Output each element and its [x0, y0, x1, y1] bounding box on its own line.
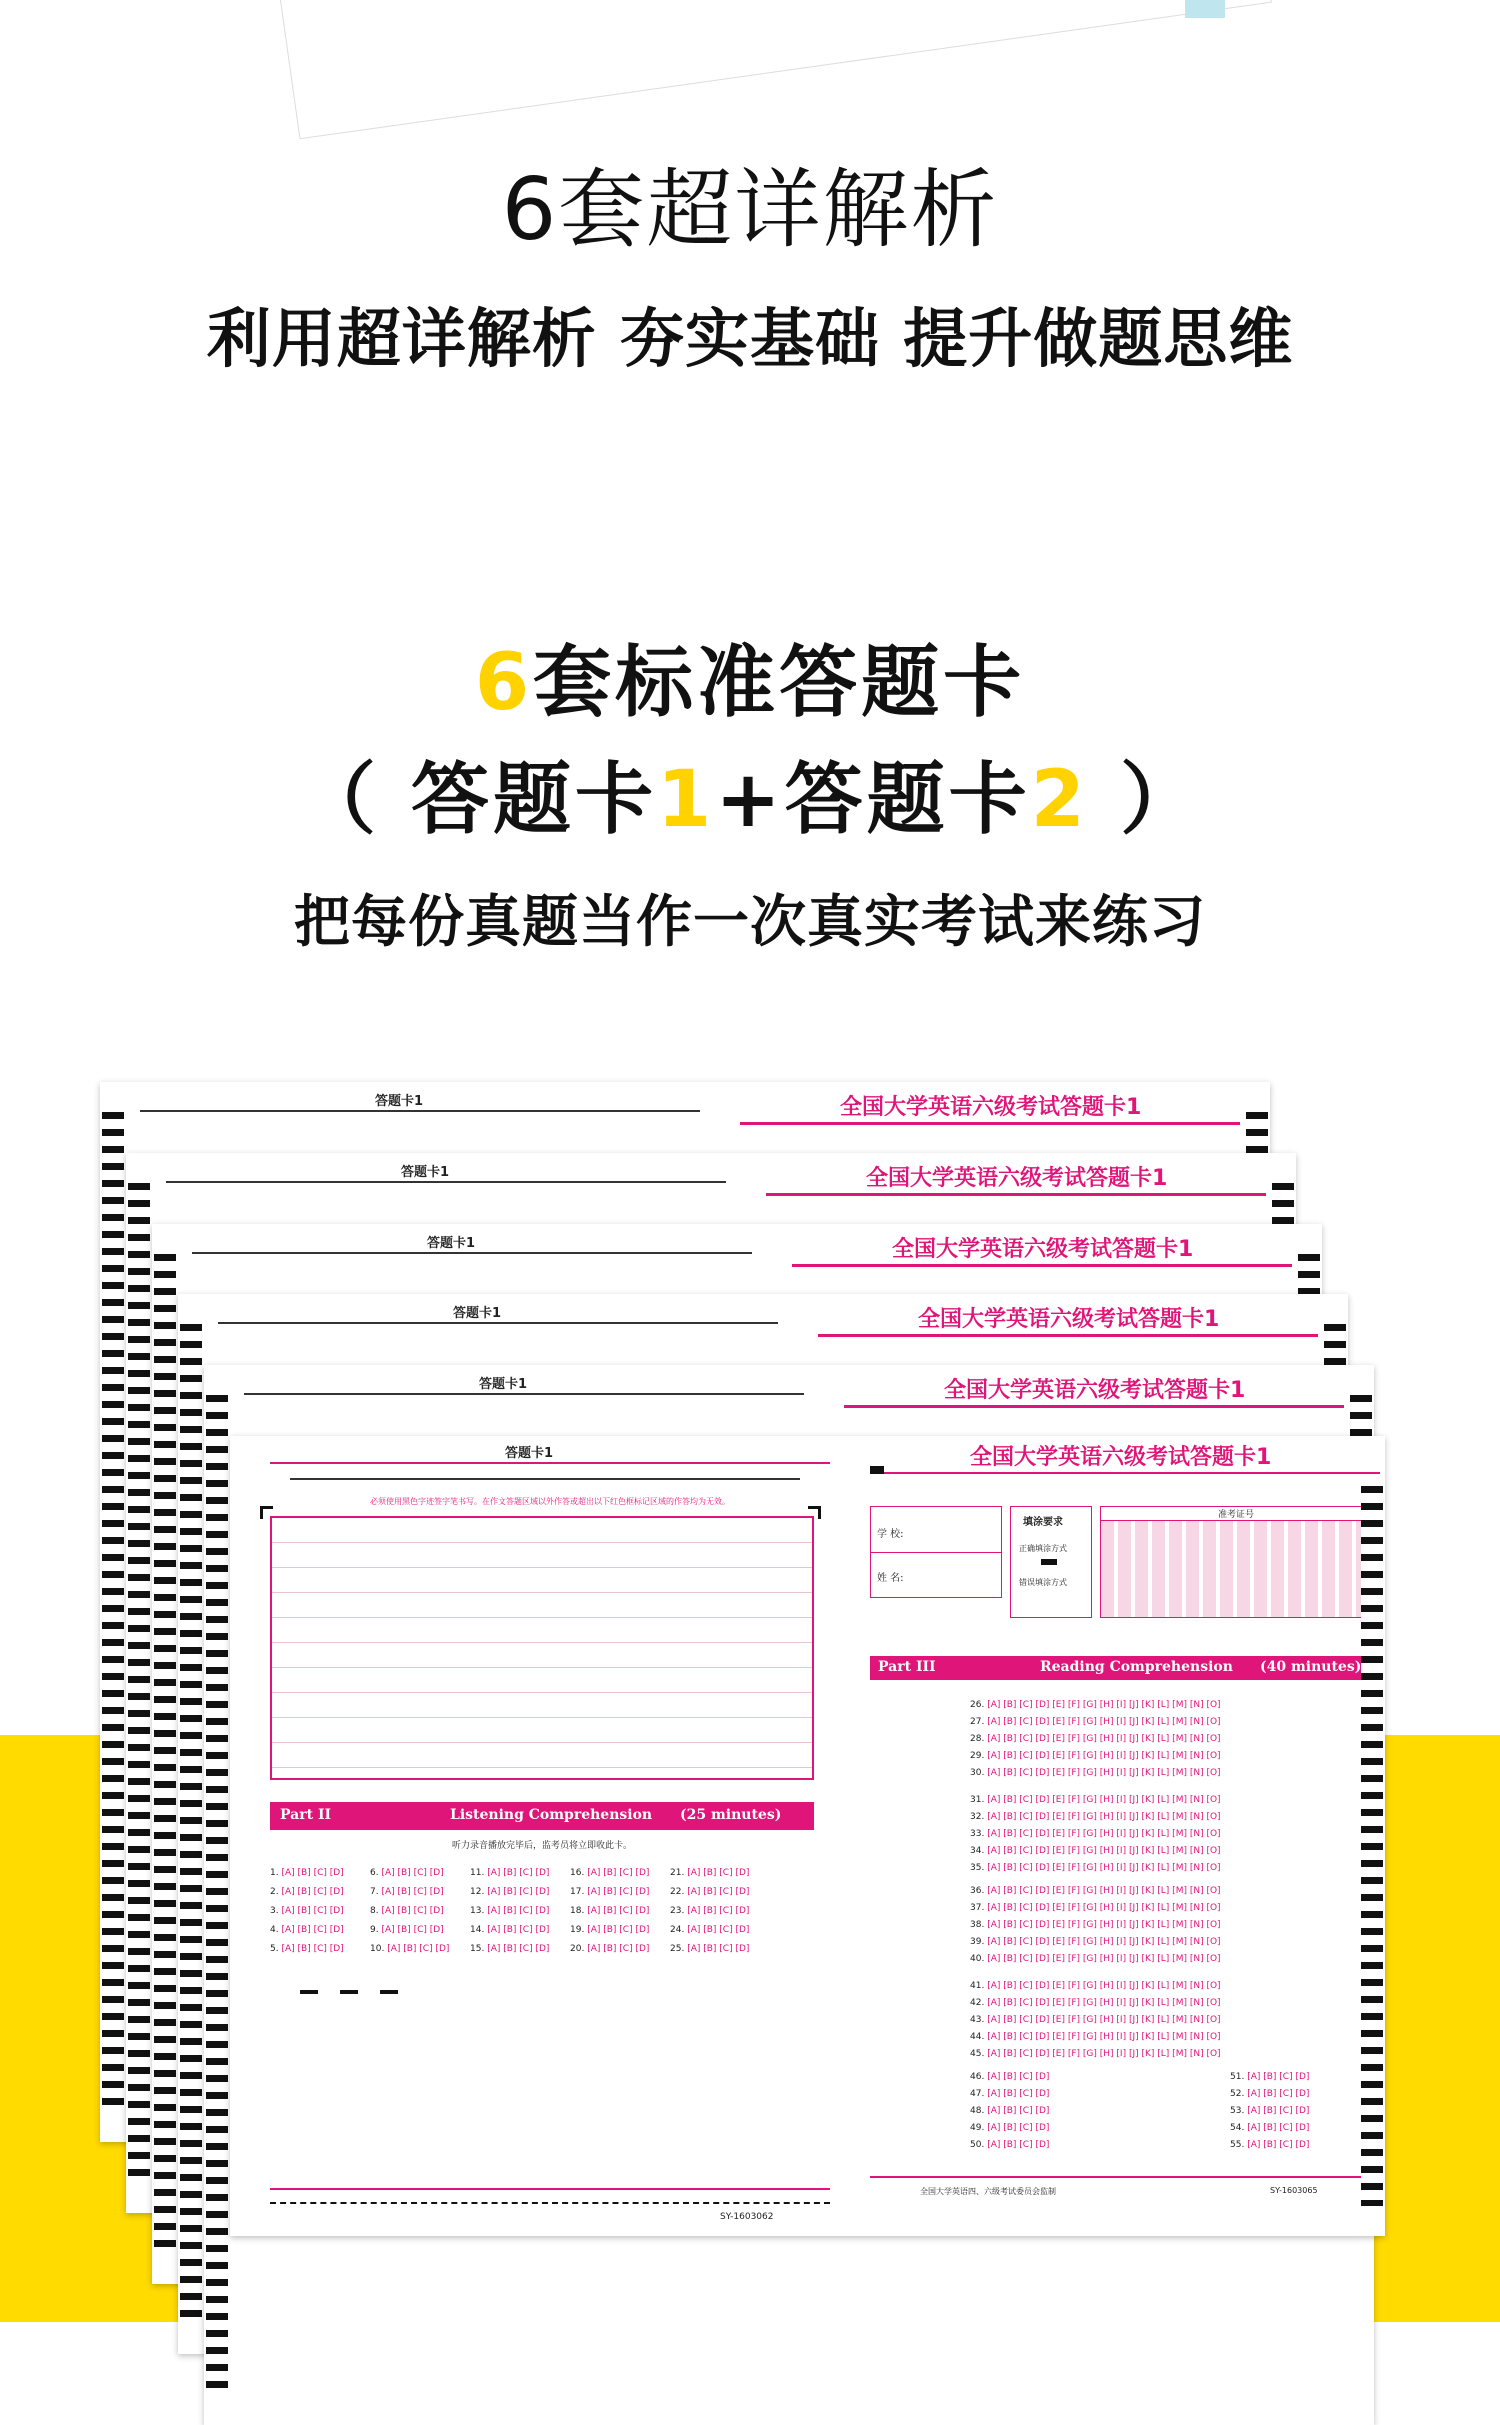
pink-rule-bottom: [270, 2188, 830, 2190]
option-group: 3. [A] [B] [C] [D]: [270, 1906, 344, 1916]
rule-line: [140, 1110, 700, 1112]
pink-rule: [844, 1405, 1344, 1408]
part2-bar: [270, 1802, 814, 1830]
card-label: 答题卡1: [453, 1306, 502, 1321]
reading-options-a: 26. [A] [B] [C] [D] [E] [F] [G] [H] [I] [J] [K] [L] [M] [N] [O] 27. [A] [B] [C] [D] [E] [F] [G] [H] [I] [J] [K] [L] [M] [N] [O] 28. [A] [B] [C] [D] [E] [F] [G] [H] [I] [J] [K] [L] [M] [N] [O] 29. [A] [B] [C] [D] [E] [F] [G] [H] [I] [J] [K] [L] [M] [N] [O] 30. [A] [B] [C] [D] [E] [F] [G] [H] [I] [J] [K] [L] [M] [N] [O] 31. [A] [B] [C] [D] [E] [F] [G] [H] [I] [J] [K] [L] [M] [N] [O] 32. [A] [B] [C] [D] [E] [F] [G] [H] [I] [J] [K] [L] [M] [N] [O] 33. [A] [B] [C] [D] [E] [F] [G] [H] [I] [J] [K] [L] [M] [N] [O] 34. [A] [B] [C] [D] [E] [F] [G] [H] [I] [J] [K] [L] [M] [N] [O] 35. [A] [B] [C] [D] [E] [F] [G] [H] [I] [J] [K] [L] [M] [N] [O]: [970, 1700, 1221, 1873]
timing-marks: [206, 1395, 228, 2395]
part3-name: Reading Comprehension: [1040, 1659, 1233, 1675]
option-group: 9. [A] [B] [C] [D]: [370, 1925, 444, 1935]
exam-number-label: 准考证号: [1101, 1507, 1371, 1521]
sheet-title: 全国大学英语六级考试答题卡1: [866, 1166, 1168, 1191]
pink-rule: [792, 1264, 1292, 1267]
part2-time: (25 minutes): [680, 1807, 782, 1823]
card-label: 答题卡1: [401, 1165, 450, 1180]
part2-note: 听力录音播放完毕后，监考员将立即收此卡。: [451, 1841, 632, 1851]
rule-line: [244, 1393, 804, 1395]
fill-requirements-box: [1010, 1506, 1092, 1618]
option-group: 10. [A] [B] [C] [D]: [370, 1944, 450, 1954]
corner-mark: [260, 1506, 273, 1519]
reading-options-c-left: 46. [A] [B] [C] [D] 47. [A] [B] [C] [D] 48. [A] [B] [C] [D] 49. [A] [B] [C] [D] 50. [A] [B] [C] [D]: [970, 2072, 1050, 2150]
option-group: 8. [A] [B] [C] [D]: [370, 1906, 444, 1916]
rule-line: [192, 1252, 752, 1254]
option-group: 20. [A] [B] [C] [D]: [570, 1944, 650, 1954]
correct-fill-label: 正确填涂方式: [1019, 1544, 1067, 1553]
answer-sheet-front: [230, 1436, 1385, 2236]
tick-mark: [340, 1990, 358, 1994]
option-row: [270, 1887, 830, 1906]
pink-rule: [270, 1462, 830, 1464]
option-row: [270, 1868, 830, 1887]
pink-rule-bottom: [870, 2176, 1380, 2178]
rule-line: [166, 1181, 726, 1183]
dashed-rule: [270, 2202, 830, 2204]
pink-rule: [870, 1472, 1380, 1474]
timing-marks: [180, 1324, 202, 2324]
option-group: 16. [A] [B] [C] [D]: [570, 1868, 650, 1878]
sheet-title: 全国大学英语六级考试答题卡1: [970, 1445, 1272, 1470]
fill-req-label: 填涂要求: [1023, 1517, 1063, 1528]
option-group: 5. [A] [B] [C] [D]: [270, 1944, 344, 1954]
option-group: 25. [A] [B] [C] [D]: [670, 1944, 750, 1954]
tick-mark: [380, 1990, 398, 1994]
option-group: 12. [A] [B] [C] [D]: [470, 1887, 550, 1897]
reading-options-b: 36. [A] [B] [C] [D] [E] [F] [G] [H] [I] [J] [K] [L] [M] [N] [O] 37. [A] [B] [C] [D] [E] [F] [G] [H] [I] [J] [K] [L] [M] [N] [O] 38. [A] [B] [C] [D] [E] [F] [G] [H] [I] [J] [K] [L] [M] [N] [O] 39. [A] [B] [C] [D] [E] [F] [G] [H] [I] [J] [K] [L] [M] [N] [O] 40. [A] [B] [C] [D] [E] [F] [G] [H] [I] [J] [K] [L] [M] [N] [O] 41. [A] [B] [C] [D] [E] [F] [G] [H] [I] [J] [K] [L] [M] [N] [O] 42. [A] [B] [C] [D] [E] [F] [G] [H] [I] [J] [K] [L] [M] [N] [O] 43. [A] [B] [C] [D] [E] [F] [G] [H] [I] [J] [K] [L] [M] [N] [O] 44. [A] [B] [C] [D] [E] [F] [G] [H] [I] [J] [K] [L] [M] [N] [O] 45. [A] [B] [C] [D] [E] [F] [G] [H] [I] [J] [K] [L] [M] [N] [O]: [970, 1886, 1221, 2059]
option-group: 14. [A] [B] [C] [D]: [470, 1925, 550, 1935]
timing-marks: [128, 1183, 150, 2183]
option-group: 2. [A] [B] [C] [D]: [270, 1887, 344, 1897]
name-label: 姓 名:: [877, 1573, 904, 1584]
option-group: 6. [A] [B] [C] [D]: [370, 1868, 444, 1878]
card-label: 答题卡1: [375, 1094, 424, 1109]
answer-cards-text: 套标准答题卡: [533, 638, 1026, 728]
option-row: [270, 1906, 830, 1925]
part3-bar: [870, 1656, 1380, 1680]
tick-mark: [300, 1990, 318, 1994]
heading-analysis-sub: 利用超详解析 夯实基础 提升做题思维: [206, 303, 1294, 377]
book-edge: [270, 0, 1272, 139]
option-row: [270, 1944, 830, 1963]
listening-options: [270, 1868, 830, 1963]
part2-label: Part II: [280, 1807, 332, 1823]
sheet-title: 全国大学英语六级考试答题卡1: [944, 1378, 1246, 1403]
option-group: 11. [A] [B] [C] [D]: [470, 1868, 550, 1878]
option-group: 7. [A] [B] [C] [D]: [370, 1887, 444, 1897]
rule-line: [218, 1322, 778, 1324]
option-group: 17. [A] [B] [C] [D]: [570, 1887, 650, 1897]
pink-rule: [818, 1334, 1318, 1337]
card-types-close: ）: [1088, 755, 1203, 845]
book-corner-tint: [1185, 0, 1225, 18]
option-group: 24. [A] [B] [C] [D]: [670, 1925, 750, 1935]
option-row: [270, 1925, 830, 1944]
sheet-title: 全国大学英语六级考试答题卡1: [918, 1307, 1220, 1332]
correct-fill-sample: [1041, 1559, 1057, 1565]
essay-area: [270, 1516, 814, 1780]
timing-marks-right: [1361, 1486, 1383, 2206]
instruction-note: 必须使用黑色字迹签字笔书写。在作文答题区域以外作答或超出以下红色框标记区域的作答均为无效。: [370, 1497, 730, 1506]
option-group: 22. [A] [B] [C] [D]: [670, 1887, 750, 1897]
part3-label: Part III: [878, 1659, 936, 1675]
card-label: 答题卡1: [479, 1377, 528, 1392]
option-group: 18. [A] [B] [C] [D]: [570, 1906, 650, 1916]
corner-mark: [870, 1466, 884, 1474]
school-label: 学 校:: [877, 1529, 904, 1540]
wrong-fill-label: 错误填涂方式: [1019, 1578, 1067, 1587]
card-types-plus: +答题卡: [715, 755, 1031, 845]
pink-rule: [740, 1122, 1240, 1125]
option-group: 15. [A] [B] [C] [D]: [470, 1944, 550, 1954]
option-group: 23. [A] [B] [C] [D]: [670, 1906, 750, 1916]
corner-mark: [808, 1506, 821, 1519]
card-one-num: 1: [657, 755, 716, 845]
footer-code-right: SY-1603065: [1270, 2186, 1318, 2195]
timing-marks: [102, 1112, 124, 2112]
footer-code-left: SY-1603062: [720, 2212, 774, 2222]
pink-rule: [766, 1193, 1266, 1196]
sheet-title: 全国大学英语六级考试答题卡1: [840, 1095, 1142, 1120]
count-six: 6: [474, 638, 534, 728]
option-group: 1. [A] [B] [C] [D]: [270, 1868, 344, 1878]
option-group: 21. [A] [B] [C] [D]: [670, 1868, 750, 1878]
option-group: 19. [A] [B] [C] [D]: [570, 1925, 650, 1935]
card-two-num: 2: [1030, 755, 1089, 845]
exam-number-grid: [1100, 1506, 1372, 1618]
card-label: 答题卡1: [505, 1446, 554, 1461]
card-types-open: （ 答题卡: [297, 755, 658, 845]
heading-analysis: 6套超详解析: [501, 160, 999, 260]
option-group: 13. [A] [B] [C] [D]: [470, 1906, 550, 1916]
heading-card-types: [0, 737, 1500, 849]
footer-left: 全国大学英语四、六级考试委员会监制: [920, 2187, 1056, 2196]
sheet-title: 全国大学英语六级考试答题卡1: [892, 1237, 1194, 1262]
divider: [871, 1552, 1001, 1553]
part2-name: Listening Comprehension: [450, 1807, 653, 1823]
reading-options-c-right: 51. [A] [B] [C] [D] 52. [A] [B] [C] [D] 53. [A] [B] [C] [D] 54. [A] [B] [C] [D] 55. [A] [B] [C] [D]: [1230, 2072, 1310, 2150]
heading-answer-cards: [0, 620, 1500, 732]
student-info-box: [870, 1506, 1002, 1598]
rule-line: [290, 1478, 800, 1480]
card-label: 答题卡1: [427, 1236, 476, 1251]
heading-practice: 把每份真题当作一次真实考试来练习: [294, 890, 1206, 955]
part3-time: (40 minutes): [1260, 1659, 1362, 1675]
option-group: 4. [A] [B] [C] [D]: [270, 1925, 344, 1935]
timing-marks: [154, 1254, 176, 2254]
